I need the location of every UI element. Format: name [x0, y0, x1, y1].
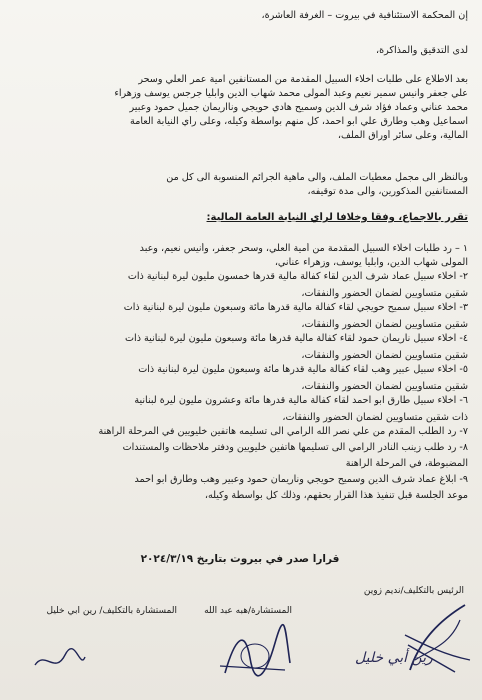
handwritten-name: رين أبي خليل — [355, 650, 433, 666]
paragraph1-line: المالية، وعلى سائر أوراق الملف، — [337, 130, 468, 141]
issued-date: قراراً صدر في بيروت بتاريخ ٢٠٢٤/٣/١٩ — [140, 553, 340, 565]
decision-item-line: ٨- رد طلب زينب النادر الرامي الى تسليمها هاتفين خليويين ودفتر ملاحظات والمستندات — [122, 442, 468, 453]
decision-item-line: ٥- اخلاء سبيل عبير وهب لقاء كفالة مالية قدرها مائة وسبعون مليون ليرة لبنانية ذات — [138, 364, 468, 375]
paragraph1-line: اسماعيل وهب وطارق علي ابو احمد، كل منهم بواسطة وكيله، وعلى رأي النيابة العامة — [130, 116, 468, 127]
decision-item-line: ٩- ابلاغ عماد شرف الدين وسميح حويجي وناريمان حمود وعبير وهب وطارق ابو احمد — [134, 474, 468, 485]
president-signature — [400, 600, 475, 680]
decision-item-line: ٧- رد الطلب المقدم من علي نصر الله الرامي الى تسليمه هاتفين خليويين في المرحلة الراهنة — [98, 426, 468, 437]
decision-item-line: ذات شقين متساويين لضمان الحضور والنفقات، — [282, 412, 468, 423]
decision-item-line: المضبوطة، في المرحلة الراهنة — [345, 458, 468, 469]
court-header: إن المحكمة الاستئنافية في بيروت – الغرفة العاشرة، — [261, 10, 468, 21]
decision-item-line: ٤- اخلاء سبيل ناريمان حمود لقاء كفالة مالية قدرها مائة وسبعون مليون ليرة لبنانية ذات — [125, 333, 468, 344]
delegate-adviser-mark — [30, 645, 90, 685]
review-line: لدى التدقيق والمذاكرة، — [375, 45, 468, 56]
decision-item-line: شقين متساويين لضمان الحضور والنفقات، — [301, 350, 468, 361]
decision-item-line: شقين متساويين لضمان الحضور والنفقات، — [301, 319, 468, 330]
decision-item-line: ٦- اخلاء سبيل طارق ابو احمد لقاء كفالة مالية قدرها مائة وعشرون مليون ليرة لبنانية — [134, 395, 468, 406]
decision-item-line: ١ – رد طلبات اخلاء السبيل المقدمة من أمية العلي، وسحر جعفر، وأنيس نعيم، وعبد — [139, 243, 468, 254]
president-title: الرئيس بالتكليف/نديم زوين — [363, 586, 464, 596]
adviser-delegate-title: المستشارة بالتكليف/ رين ابي خليل — [46, 606, 177, 616]
adviser-signature — [215, 618, 295, 688]
paragraph1-line: بعد الاطلاع على طلبات اخلاء السبيل المقدمة من المستأنفين امية عمر العلي وسحر — [138, 74, 468, 85]
decision-item-line: شقين متساويين لضمان الحضور والنفقات، — [301, 381, 468, 392]
decision-item-line: موعد الجلسة قبل تنفيذ هذا القرار بحقهم، وذلك كل بواسطة وكيله، — [204, 490, 468, 501]
adviser-title: المستشارة/هبه عبد الله — [204, 606, 292, 616]
paragraph2-line: المستأنفين المذكورين، والى مدة توقيفه، — [307, 186, 468, 197]
decision-item-line: ٣- اخلاء سبيل سميح حويجي لقاء كفالة مالية قدرها مائة وسبعون مليون ليرة لبنانية ذات — [123, 302, 468, 313]
decision-item-line: شقين متساويين لضمان الحضور والنفقات، — [301, 288, 468, 299]
decision-heading: تقرر بالاجماع، وفقا وخلافا لرأي النيابة العامة المالية: — [206, 212, 468, 223]
paragraph2-line: وبالنظر الى مجمل معطيات الملف، والى ماهية الجرائم المنسوبة الى كل من — [166, 172, 468, 183]
paragraph1-line: علي جعفر وانيس سمير نعيم وعبد المولى محمد شهاب الدين وابليا جرجس يوسف وزهراء — [114, 88, 468, 99]
decision-item-line: المولى شهاب الدين، وابليا يوسف، وزهراء عناني، — [274, 257, 468, 268]
paragraph1-line: محمد عناني وعماد فؤاد شرف الدين وسميح هادي حويجي ونااريمان جميل حمود وعبير — [129, 102, 468, 113]
decision-item-line: ٢- اخلاء سبيل عماد شرف الدين لقاء كفالة مالية قدرها خمسون مليون ليرة لبنانية ذات — [127, 271, 468, 282]
